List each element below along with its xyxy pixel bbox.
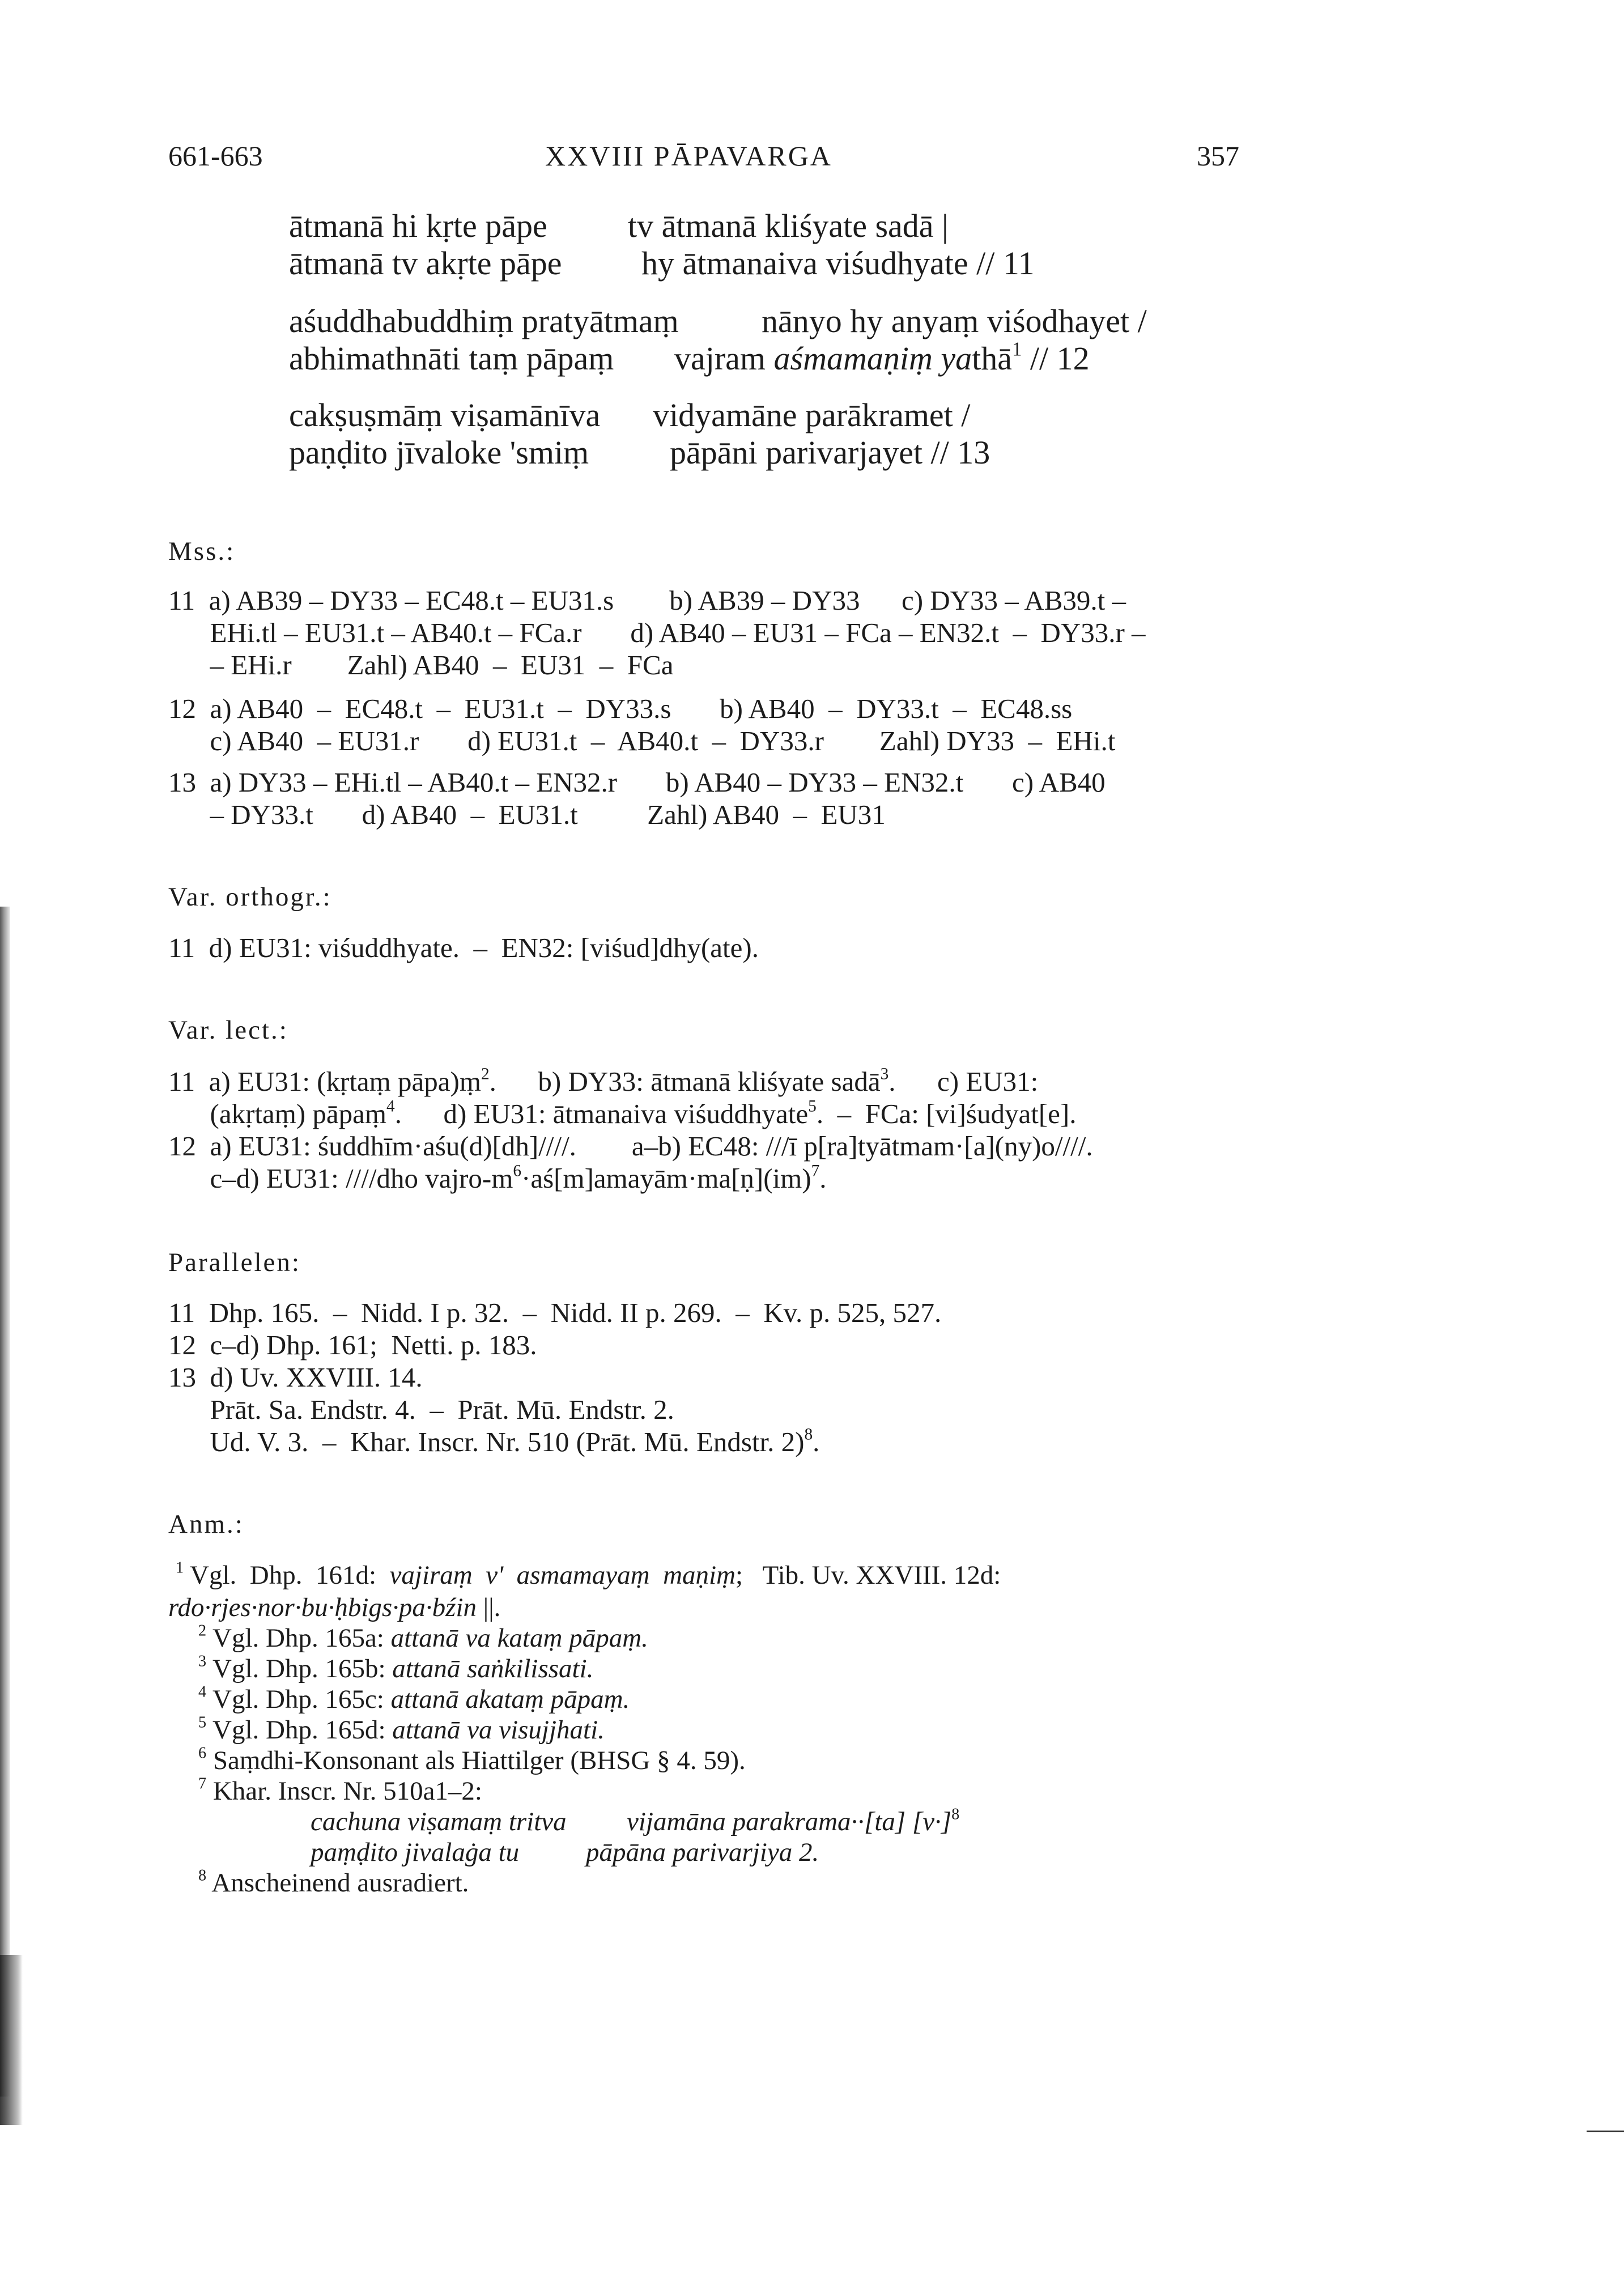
- var-orthogr-line: 11 d) EU31: viśuddhyate. – EN32: [viśud]dhy(ate).: [168, 932, 759, 963]
- khar-inscription-line-2b: pāpāna parivarjiya 2.: [586, 1838, 819, 1867]
- footnote-text: Saṃdhi-Konsonant als Hiattilger (BHSG § 4. 59).: [212, 1746, 746, 1775]
- footnote-italic: attanā va visujjhati.: [392, 1715, 605, 1745]
- footnote-text: ||.: [477, 1593, 501, 1622]
- verse-11-line-1b: tv ātmanā kliśyate sadā |: [628, 207, 949, 244]
- verse-12-line-1b: nānyo hy anyaṃ viśodhayet /: [762, 303, 1147, 339]
- var-lect-text: . d) EU31: ātmanaiva viśuddhyate: [394, 1098, 809, 1129]
- footnote-number: 6: [198, 1744, 207, 1762]
- verse-12-line-1a: aśuddhabuddhiṃ pratyātmaṃ: [289, 303, 679, 339]
- verse-11-line-1a: ātmanā hi kṛte pāpe: [289, 207, 547, 244]
- parallel-text: Ud. V. 3. – Khar. Inscr. Nr. 510 (Prāt. Mū. Endstr. 2): [168, 1426, 805, 1457]
- parallel-line: 13 d) Uv. XXVIII. 14.: [168, 1362, 423, 1393]
- var-lect-text: (akṛtaṃ) pāpaṃ: [168, 1098, 387, 1129]
- mss-line: c) AB40 – EU31.r d) EU31.t – AB40.t – DY33.r Zahl) DY33 – EHi.t: [168, 725, 1116, 756]
- khar-inscription-line-1a: cachuna viṣamaṃ tritva: [311, 1807, 567, 1836]
- verse-12-number: // 12: [1022, 340, 1090, 377]
- footnote-italic: attanā saṅkilissati.: [392, 1654, 594, 1683]
- parallel-line: [168, 1425, 820, 1457]
- verse-13-line-1b: vidyamāne parākramet /: [653, 397, 971, 433]
- footnote-ref-4: 4: [386, 1097, 395, 1116]
- footnote-number: 2: [198, 1622, 207, 1640]
- scan-edge-shadow-dark: [0, 1955, 23, 2125]
- parallel-line: 12 c–d) Dhp. 161; Netti. p. 183.: [168, 1329, 537, 1360]
- section-heading-var-orthogr: Var. orthogr.:: [168, 882, 332, 912]
- verse-12-line-2b: [674, 338, 1090, 377]
- verse-13-line-1a: cakṣuṣmāṃ viṣamānīva: [289, 397, 601, 433]
- footnote-1: [176, 1559, 1001, 1590]
- khar-inscription-line-2a: paṃḍito jivalaġa tu: [311, 1838, 520, 1867]
- section-heading-mss: Mss.:: [168, 537, 236, 566]
- mss-line: 13 a) DY33 – EHi.tl – AB40.t – EN32.r b) AB40 – DY33 – EN32.t c) AB40: [168, 767, 1106, 798]
- footnote-text: Anscheinend ausradiert.: [211, 1868, 469, 1898]
- var-lect-text: . b) DY33: ātmanā kliśyate sadā: [489, 1066, 881, 1097]
- footnote-2: [198, 1622, 648, 1653]
- mss-line: 12 a) AB40 – EC48.t – EU31.t – DY33.s b) AB40 – DY33.t – EC48.ss: [168, 693, 1073, 724]
- var-lect-line: 12 a) EU31: śuddhīm·aśu(d)[dh]////. a–b) EC48: ///ī p[ra]tyātmam·[a](ny)o////.: [168, 1130, 1093, 1162]
- footnote-1-cont: [168, 1595, 500, 1621]
- scan-edge-shadow: [0, 907, 10, 2097]
- var-lect-line: [168, 1065, 1039, 1097]
- footnote-number: 5: [198, 1714, 207, 1732]
- verse-13-line-2b: pāpāni parivarjayet // 13: [670, 434, 990, 471]
- footnote-number: 1: [176, 1559, 184, 1577]
- footnote-ref-7: 7: [811, 1162, 820, 1180]
- footnote-6: [198, 1744, 746, 1775]
- header-page-number: 357: [1197, 140, 1239, 172]
- verse-11-line-2a: ātmanā tv akṛte pāpe: [289, 245, 562, 282]
- parallel-text-end: .: [813, 1426, 820, 1457]
- footnote-text: ; Tib. Uv. XXVIII. 12d:: [736, 1561, 1001, 1590]
- footnote-italic: attanā va kataṃ pāpaṃ.: [390, 1623, 648, 1653]
- verse-12-text: vajram: [674, 340, 774, 377]
- footnote-ref-3: 3: [880, 1065, 889, 1083]
- footnote-italic: attanā akataṃ pāpaṃ.: [390, 1685, 630, 1714]
- footnote-text: Vgl. Dhp. 165d:: [212, 1715, 393, 1745]
- var-lect-text: 11 a) EU31: (kṛtaṃ pāpa)ṃ: [168, 1066, 481, 1097]
- footnote-ref-8: 8: [804, 1425, 813, 1444]
- footnote-number: 7: [198, 1775, 207, 1793]
- var-lect-text: . – FCa: [vi]śudyat[e].: [816, 1098, 1077, 1129]
- khar-inscription-line-1b: [627, 1805, 960, 1836]
- var-lect-text: . c) EU31:: [888, 1066, 1039, 1097]
- section-heading-anm: Anm.:: [168, 1510, 244, 1539]
- var-lect-text: c–d) EU31: ////dho vajro-m: [168, 1163, 513, 1194]
- scan-mark: [1587, 2131, 1624, 2132]
- footnote-text: Vgl. Dhp. 165a:: [212, 1623, 391, 1653]
- footnote-text: Vgl. Dhp. 165b:: [212, 1654, 393, 1683]
- var-lect-line: [168, 1097, 1077, 1129]
- footnote-italic: rdo·rjes·nor·bu·ḥbigs·pa·bźin: [168, 1593, 477, 1622]
- footnote-text: Khar. Inscr. Nr. 510a1–2:: [212, 1776, 482, 1806]
- mss-line: – DY33.t d) AB40 – EU31.t Zahl) AB40 – EU31: [168, 799, 886, 830]
- var-lect-text: ·aś[m]amayām·ma[ṇ](im): [521, 1163, 811, 1194]
- section-heading-var-lect: Var. lect.:: [168, 1015, 288, 1045]
- var-lect-line: [168, 1164, 827, 1192]
- footnote-3: [198, 1652, 594, 1683]
- footnote-number: 4: [198, 1683, 207, 1701]
- footnote-ref-1: 1: [1011, 338, 1022, 360]
- verse-11-line-2b: hy ātmanaiva viśudhyate // 11: [641, 245, 1035, 282]
- footnote-text: Vgl. Dhp. 161d:: [190, 1561, 390, 1590]
- mss-line: – EHi.r Zahl) AB40 – EU31 – FCa: [168, 649, 674, 681]
- footnote-5: [198, 1714, 605, 1745]
- footnote-ref-8b: 8: [951, 1805, 960, 1823]
- parallel-line: Prāt. Sa. Endstr. 4. – Prāt. Mū. Endstr. 2.: [168, 1394, 674, 1425]
- footnote-number: 8: [198, 1866, 207, 1885]
- footnote-italic: vajiraṃ v' asmamayaṃ maṇiṃ: [389, 1561, 736, 1590]
- section-heading-parallelen: Parallelen:: [168, 1248, 301, 1277]
- footnote-ref-6: 6: [513, 1162, 522, 1180]
- mss-line: 11 a) AB39 – DY33 – EC48.t – EU31.s b) AB39 – DY33 c) DY33 – AB39.t –: [168, 585, 1126, 616]
- verse-12-line-2a: abhimathnāti taṃ pāpaṃ: [289, 340, 614, 377]
- parallel-line: 11 Dhp. 165. – Nidd. I p. 32. – Nidd. II p. 269. – Kv. p. 525, 527.: [168, 1297, 942, 1328]
- footnote-4: [198, 1683, 630, 1714]
- footnote-7: [198, 1775, 482, 1806]
- verse-13-line-2a: paṇḍito jīvaloke 'smiṃ: [289, 434, 589, 471]
- footnote-number: 3: [198, 1652, 207, 1670]
- khar-inscription-text: vijamāna parakrama··[ta] [v·]: [627, 1807, 952, 1836]
- header-chapter-title: XXVIII PĀPAVARGA: [545, 140, 832, 172]
- header-page-range: 661-663: [168, 140, 263, 172]
- footnote-ref-5: 5: [808, 1097, 817, 1116]
- footnote-text: Vgl. Dhp. 165c:: [212, 1685, 391, 1714]
- verse-12-italic: aśmamaṇiṃ ya: [773, 340, 972, 377]
- verse-12-text-end: thā: [972, 340, 1012, 377]
- footnote-8: [198, 1866, 469, 1898]
- var-lect-text: .: [819, 1163, 827, 1194]
- mss-line: EHi.tl – EU31.t – AB40.t – FCa.r d) AB40 – EU31 – FCa – EN32.t – DY33.r –: [168, 617, 1146, 648]
- footnote-ref-2: 2: [481, 1065, 490, 1083]
